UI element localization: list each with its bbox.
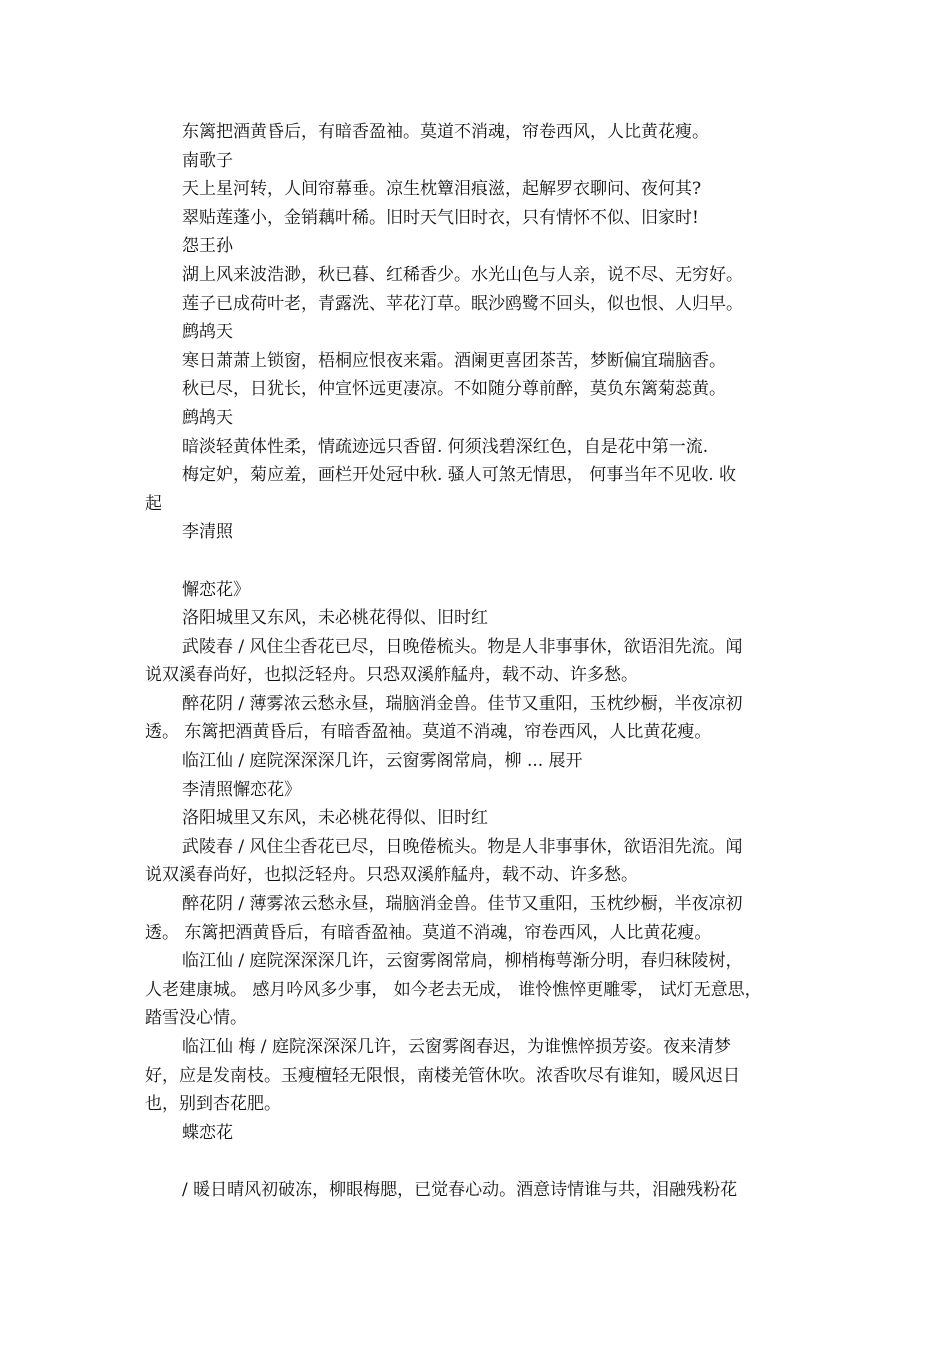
text-line: 莲子已成荷叶老，青露洗、苹花汀草。眠沙鸥鹭不回头，似也恨、人归早。 xyxy=(182,293,743,314)
poem-title: 鹧鸪天 xyxy=(182,407,233,428)
text-line: 好，应是发南枝。玉瘦檀轻无限恨，南楼羌管休吹。浓香吹尽有谁知，暖风迟日 xyxy=(145,1065,740,1086)
poem-title: 懈恋花》 xyxy=(182,579,250,600)
text-line: 天上星河转，人间帘幕垂。凉生枕簟泪痕滋，起解罗衣聊问、夜何其? xyxy=(182,179,702,200)
poem-title: 鹧鸪天 xyxy=(182,322,233,343)
text-line: 也，别到杏花肥。 xyxy=(145,1094,281,1115)
text-line: 醉花阴 / 薄雾浓云愁永昼，瑞脑消金兽。佳节又重阳，玉枕纱橱，半夜凉初 xyxy=(182,693,743,714)
text-line: 武陵春 / 风住尘香花已尽，日晚倦梳头。物是人非事事休，欲语泪先流。闻 xyxy=(182,836,743,857)
poem-title: 南歌子 xyxy=(182,150,233,171)
text-line: 临江仙 / 庭院深深深几许，云窗雾阁常扃，柳 ... 展开 xyxy=(182,751,583,772)
document-text xyxy=(145,118,810,1205)
text-line: 武陵春 / 风住尘香花已尽，日晚倦梳头。物是人非事事休，欲语泪先流。闻 xyxy=(182,636,743,657)
text-line: 洛阳城里又东风，未必桃花得似、旧时红 xyxy=(182,808,488,829)
text-line: 人老建康城。 感月吟风多少事， 如今老去无成， 谁怜憔悴更雕零， 试灯无意思， xyxy=(145,979,762,1000)
text-line: 透。 东篱把酒黄昏后，有暗香盈袖。莫道不消魂，帘卷西风，人比黄花瘦。 xyxy=(145,922,712,943)
text-line: 透。 东篱把酒黄昏后，有暗香盈袖。莫道不消魂，帘卷西风，人比黄花瘦。 xyxy=(145,722,712,743)
text-line: 东篱把酒黄昏后，有暗香盈袖。莫道不消魂，帘卷西风，人比黄花瘦。 xyxy=(182,122,709,142)
text-line: 洛阳城里又东风，未必桃花得似、旧时红 xyxy=(182,608,488,629)
text-line: 寒日萧萧上锁窗，梧桐应恨夜来霜。酒阑更喜团茶苦，梦断偏宜瑞脑香。 xyxy=(182,350,726,371)
poem-title: 怨王孙 xyxy=(182,236,233,257)
text-line: 说双溪春尚好，也拟泛轻舟。只恐双溪舴艋舟，载不动、许多愁。 xyxy=(145,665,638,686)
text-line: 踏雪没心情。 xyxy=(145,1008,247,1029)
text-line: 临江仙 / 庭院深深深几许，云窗雾阁常扃，柳梢梅萼渐分明，春归秣陵树， xyxy=(182,951,743,972)
poem-title: 李清照懈恋花》 xyxy=(182,779,301,800)
text-line: 临江仙 梅 / 庭院深深深几许，云窗雾阁春迟，为谁憔悴损芳姿。夜来清梦 xyxy=(182,1037,731,1057)
text-line: 起 xyxy=(145,493,162,514)
text-line: 梅定妒，菊应羞，画栏开处冠中秋. 骚人可煞无情思， 何事当年不见收. 收 xyxy=(182,465,737,486)
text-line: / 暖日晴风初破冻，柳眼梅腮，已觉春心动。酒意诗情谁与共，泪融残粉花 xyxy=(182,1179,738,1200)
author-name: 李清照 xyxy=(182,522,233,543)
blank-line xyxy=(145,1147,810,1176)
text-line: 醉花阴 / 薄雾浓云愁永昼，瑞脑消金兽。佳节又重阳，玉枕纱橱，半夜凉初 xyxy=(182,894,743,915)
poem-title: 蝶恋花 xyxy=(182,1122,233,1143)
text-line: 暗淡轻黄体性柔，情疏迹远只香留. 何须浅碧深红色，自是花中第一流. xyxy=(182,436,709,457)
text-line: 秋已尽，日犹长，仲宣怀远更凄凉。不如随分尊前醉，莫负东篱菊蕊黄。 xyxy=(182,379,726,400)
text-line: 湖上风来波浩渺，秋已暮、红稀香少。水光山色与人亲，说不尽、无穷好。 xyxy=(182,264,743,285)
text-line: 说双溪春尚好，也拟泛轻舟。只恐双溪舴艋舟，载不动、许多愁。 xyxy=(145,865,638,886)
text-line: 翠贴莲蓬小，金销藕叶稀。旧时天气旧时衣，只有情怀不似、旧家时! xyxy=(182,207,699,228)
blank-line xyxy=(145,547,810,576)
